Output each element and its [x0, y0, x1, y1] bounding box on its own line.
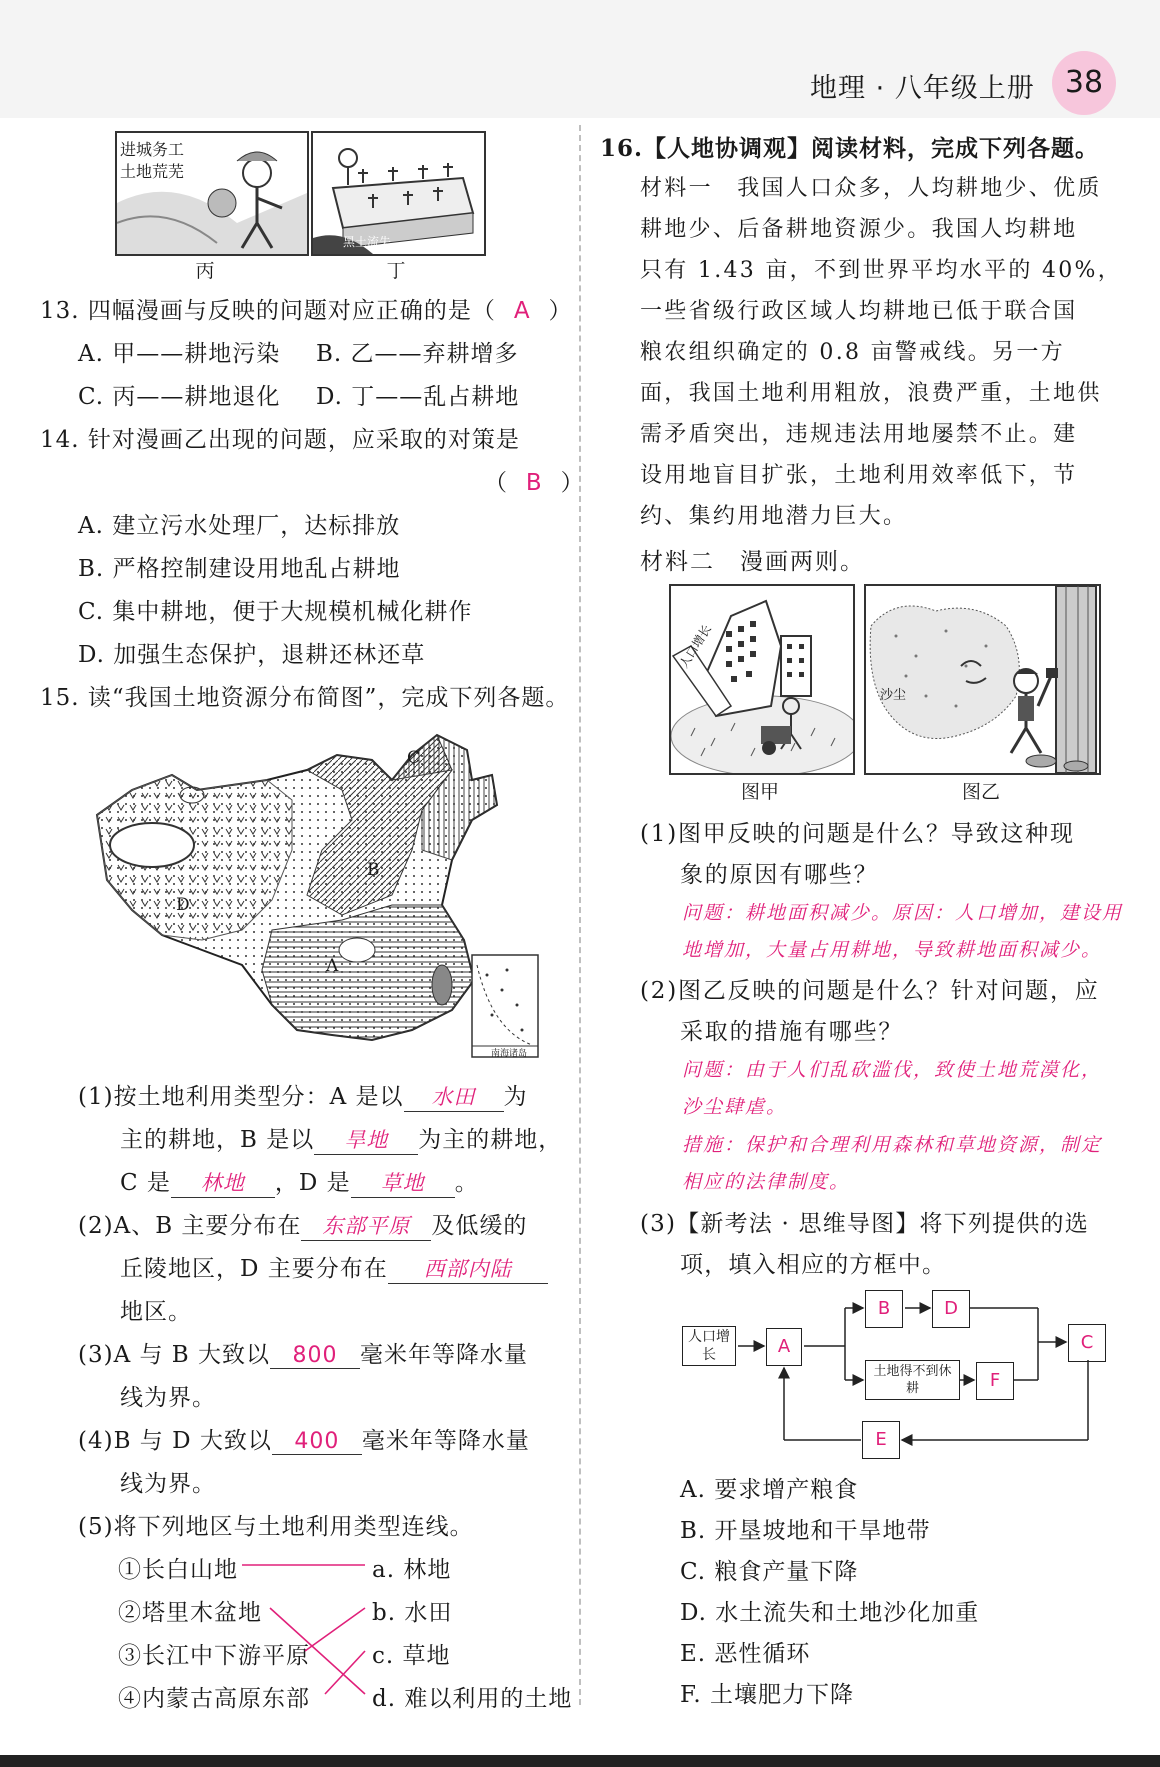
q15-s1-answer3: 林地 [171, 1167, 275, 1198]
q16-material1 [640, 168, 1122, 537]
q15-stem: 15. 读“我国土地资源分布简图”，完成下列各题。 [40, 685, 570, 711]
map-label-c: C [407, 748, 421, 768]
q15-s2-answer2: 西部内陆 [388, 1253, 548, 1284]
comic-fig-yi [864, 584, 1101, 775]
flowchart [680, 1290, 1120, 1460]
q13-close: ） [548, 298, 573, 324]
comic-ding-caption: 丁 [386, 260, 406, 282]
m1-line-6: 面，我国土地利用粗放，浪费严重，土地供 [640, 381, 1102, 406]
comic-bing-text1: 进城务工 [120, 140, 185, 159]
q15-s1-answer2: 旱地 [314, 1124, 418, 1155]
q16-s3-line2: 项，填入相应的方框中。 [680, 1252, 947, 1278]
m1-line-7: 需矛盾突出，违规违法用地屡禁不止。建 [640, 422, 1078, 447]
q16-s1-answer1: 问题：耕地面积减少。原因：人口增加，建设用 [682, 902, 1124, 924]
q16-s1-answer2: 地增加，大量占用耕地，导致耕地面积减少。 [682, 939, 1103, 961]
match-left-2: ②塔里木盆地 [118, 1600, 262, 1626]
q15-s2-line2 [120, 1250, 548, 1284]
q16-s2-line1: (2)图乙反映的问题是什么？针对问题，应 [640, 978, 1100, 1004]
q15-s3-answer: 800 [270, 1343, 360, 1369]
q16-material2: 材料二 漫画两则。 [640, 549, 865, 575]
q15-s3-text-b: 毫米年等降水量 [360, 1342, 529, 1368]
map-inset-label: 南海诸岛 [491, 1049, 528, 1059]
q15-s2-line3: 地区。 [120, 1299, 192, 1325]
q15-s1-text-e: C 是 [120, 1170, 171, 1196]
comic-ding-label: 黑土流失 [343, 235, 392, 249]
comic-bing-caption: 丙 [195, 260, 215, 282]
q13-option-b: B. 乙——弃耕增多 [316, 341, 519, 367]
q16-option-d: D. 水土流失和土地沙化加重 [680, 1600, 980, 1626]
m1-line-2: 耕地少、后备耕地资源少。我国人均耕地 [640, 217, 1078, 242]
fig-yi-caption: 图乙 [961, 781, 1000, 803]
q15-s1-line3 [120, 1164, 479, 1198]
q16-s2-line2: 采取的措施有哪些？ [680, 1019, 904, 1045]
m1-line-1: 材料一 我国人口众多，人均耕地少、优质 [640, 176, 1102, 201]
map-label-d: D [176, 895, 190, 915]
q14-stem: 14. 针对漫画乙出现的问题，应采取的对策是 [40, 427, 520, 453]
q13-answer: A [513, 298, 531, 324]
q15-s1-text-b: 为 [503, 1084, 528, 1110]
q16-s1-line1: (1)图甲反映的问题是什么？导致这种现 [640, 821, 1075, 847]
m1-line-3: 只有 1.43 亩，不到世界平均水平的 40%， [640, 258, 1123, 283]
q14-option-a: A. 建立污水处理厂，达标排放 [78, 513, 401, 539]
q15-s2-text-b: 及低缓的 [431, 1213, 528, 1239]
land-resource-map [92, 730, 542, 1060]
fig-jia-label: 人口增长 [676, 622, 715, 671]
m1-line-8: 设用地盲目扩张，土地利用效率低下，节 [640, 463, 1078, 488]
q15-s1-text-d: 为主的耕地， [418, 1127, 563, 1153]
comic-fig-yi-drawing [866, 586, 1099, 773]
comic-fig-jia-drawing [671, 586, 853, 773]
flow-box-c: C [1068, 1324, 1106, 1362]
q15-s5-stem: (5)将下列地区与土地利用类型连线。 [78, 1514, 474, 1540]
q14-option-c: C. 集中耕地，便于大规模机械化耕作 [78, 599, 473, 625]
q15-s1-answer1: 水田 [404, 1081, 504, 1112]
comic-ding-drawing [313, 133, 484, 254]
q16-option-f: F. 土壤肥力下降 [680, 1682, 854, 1708]
q13-stem-line [40, 292, 573, 325]
q16-option-e: E. 恶性循环 [680, 1641, 811, 1667]
land-resource-map-drawing [92, 730, 542, 1060]
match-right-c: c. 草地 [372, 1643, 451, 1669]
map-label-a: A [326, 956, 339, 976]
fig-jia-caption: 图甲 [740, 781, 779, 803]
q15-s4-text-b: 毫米年等降水量 [361, 1428, 530, 1454]
m1-line-4: 一些省级行政区域人均耕地已低于联合国 [640, 299, 1078, 324]
map-label-b: B [367, 860, 380, 880]
q13-option-c: C. 丙——耕地退化 [78, 384, 281, 410]
q15-s4-answer: 400 [272, 1429, 362, 1455]
comic-fig-jia [669, 584, 855, 775]
book-title: 地理 · 八年级上册 [810, 73, 1035, 104]
flow-box-a: A [766, 1328, 802, 1366]
comic-ding [311, 131, 486, 256]
match-right-b: b. 水田 [372, 1600, 453, 1626]
comic-bing [115, 131, 309, 256]
flow-start-box: 人口增长 [682, 1326, 736, 1366]
flow-box-b: B [865, 1290, 903, 1328]
flow-box-f: F [976, 1362, 1014, 1400]
q16-option-a: A. 要求增产粮食 [680, 1477, 859, 1503]
q15-s1-line2 [120, 1121, 562, 1155]
match-left-4: ④内蒙古高原东部 [118, 1686, 310, 1712]
q16-option-b: B. 开垦坡地和干旱地带 [680, 1518, 931, 1544]
q16-option-c: C. 粮食产量下降 [680, 1559, 859, 1585]
match-right-d: d. 难以利用的土地 [372, 1686, 573, 1712]
flow-box-d: D [932, 1290, 970, 1328]
flow-box-e: E [862, 1421, 900, 1459]
q15-s3-text-a: (3)A 与 B 大致以 [78, 1342, 271, 1368]
match-right-a: a. 林地 [372, 1557, 452, 1583]
m1-line-9: 约、集约用地潜力巨大。 [640, 504, 908, 529]
column-divider [579, 125, 581, 1705]
q16-s2-answer4: 相应的法律制度。 [682, 1171, 851, 1193]
q16-s2-answer2: 沙尘肆虐。 [682, 1096, 788, 1118]
q15-s4-line1 [78, 1422, 530, 1455]
page-header [0, 0, 1160, 118]
q15-s1-line1 [78, 1078, 528, 1112]
flow-mid-box: 土地得不到休耕 [865, 1360, 960, 1400]
q15-s2-line1 [78, 1207, 527, 1241]
q15-s1-text-f: ，D 是 [274, 1170, 351, 1196]
m1-line-5: 粮农组织确定的 0.8 亩警戒线。另一方 [640, 340, 1065, 365]
fig-yi-label: 沙尘 [880, 688, 907, 703]
q16-s2-answer1: 问题：由于人们乱砍滥伐，致使土地荒漠化， [682, 1059, 1103, 1081]
q13-option-d: D. 丁——乱占耕地 [316, 384, 520, 410]
q14-answer: B [525, 470, 543, 496]
q14-option-d: D. 加强生态保护，退耕还林还草 [78, 642, 426, 668]
q16-s1-line2: 象的原因有哪些？ [680, 862, 879, 888]
q15-s1-text-a: (1)按土地利用类型分：A 是以 [78, 1084, 404, 1110]
q15-s1-answer4: 草地 [351, 1167, 455, 1198]
q15-s3-line1 [78, 1336, 528, 1369]
q14-option-b: B. 严格控制建设用地乱占耕地 [78, 556, 401, 582]
q16-s2-answer3: 措施：保护和合理利用森林和草地资源，制定 [682, 1134, 1103, 1156]
match-lines [240, 1550, 375, 1730]
match-left-3: ③长江中下游平原 [118, 1643, 310, 1669]
q15-s4-line2: 线为界。 [120, 1471, 216, 1497]
comic-bing-text2: 土地荒芜 [120, 162, 185, 181]
bottom-bar [0, 1755, 1160, 1767]
q15-s4-text-a: (4)B 与 D 大致以 [78, 1428, 272, 1454]
q15-s1-text-g: 。 [454, 1170, 479, 1196]
q14-close: ） [560, 470, 585, 496]
page-number: 38 [1052, 51, 1116, 115]
q13-option-a: A. 甲——耕地污染 [78, 341, 281, 367]
match-left-1: ①长白山地 [118, 1557, 238, 1583]
q15-s2-text-c: 丘陵地区，D 主要分布在 [120, 1256, 388, 1282]
q15-s2-text-a: (2)A、B 主要分布在 [78, 1213, 302, 1239]
q15-s3-line2: 线为界。 [120, 1385, 216, 1411]
q16-s3-line1: (3)【新考法 · 思维导图】将下列提供的选 [640, 1211, 1089, 1237]
q14-answer-line [484, 464, 585, 497]
q15-s1-text-c: 主的耕地，B 是以 [120, 1127, 315, 1153]
q13-stem: 13. 四幅漫画与反映的问题对应正确的是（ [40, 298, 496, 324]
q14-open: （ [484, 470, 508, 496]
q16-heading: 16.【人地协调观】阅读材料，完成下列各题。 [600, 135, 1100, 162]
q15-s2-answer1: 东部平原 [301, 1210, 431, 1241]
